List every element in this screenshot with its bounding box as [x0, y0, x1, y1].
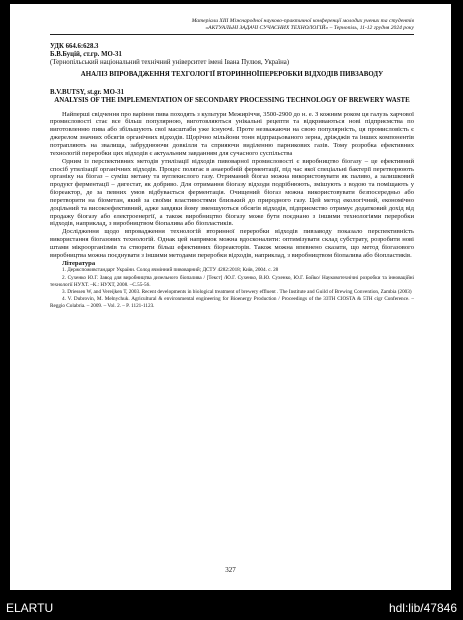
- conference-header: [50, 18, 414, 32]
- reference-4: 4. V. Dubrovin, M. Melnychuk. Agricultural & environmental engineering for Bioenergy Production / Proceedings of the 33TH CIOSTA & 5TH cigr Conference. – Reggio Colabria. – 2009. – Vol. 2. – P. 1121-1123.: [50, 296, 414, 310]
- header-divider: [50, 34, 414, 35]
- conference-header-line2: «АКТУАЛЬНІ ЗАДАЧІ СУЧАСНИХ ТЕХНОЛОГІЙ» – Тернопіль, 11-12 грудня 2024 року: [205, 25, 414, 31]
- reference-2: 2. Сухенко Ю.Г. Завод для виробництва дизельного біопалива / [Текст] /Ю.Г. Сухенко, В.Ю. Сухенко, Ю.Г. Бойко/ Науковотехнічні розробки та інноваційні технології НУХТ. –К.: НУХТ, 2008. –С.55-56.: [50, 274, 414, 288]
- affiliation: (Тернопільський національний технічний університет імені Івана Пулюя, Україна): [50, 59, 290, 66]
- handle-identifier: hdl:lib/47846: [388, 601, 457, 615]
- reference-1: 1. Держспоживстандарт України. Солод ячмінний пивоварний; ДСТУ 4282:2018; Київ, 2004. c. 28: [62, 267, 279, 274]
- page-number: 327: [225, 566, 236, 574]
- author-ua: Б.В.Буцій, ст.гр. МО-31: [50, 51, 122, 58]
- repository-label: ELARTU: [6, 601, 54, 615]
- title-ua: АНАЛІЗ ВПРОВАДЖЕННЯ ТЕХГОЛОГІЇ ВТОРИННОЇПЕРЕРОБКИ ВІДХОДІВ ПИВЗАВОДУ: [80, 71, 384, 78]
- author-en: B.V.BUTSY, st.gr. MO-31: [50, 89, 124, 97]
- title-en: ANALYSIS OF THE IMPLEMENTATION OF SECONDARY PROCESSING TECHNOLOGY OF BREWERY WASTE: [54, 97, 410, 105]
- paragraph-3: Дослідження щодо впровадження технологій вторинної переробки відходів пивзаводу показало перспективність використання біогазових технологій. Однак цей напрямок можна вдосконалити: оптимізувати склад субстрату, розробити нові штами мікроорганізмів та створити більш ефективних біореакторів. Також можна впевнено сказати, що метод біогазового виробництва можна поєднувати з іншими методами переробки відходів, наприклад, з виробництвом біопалива або біопластиків.: [50, 228, 414, 259]
- paragraph-2: Одним із перспективних методів утилізації відходів пивоварної промисловості є виробництво біогазу – це ефективний спосіб утилізації органічних відходів. Процес полягає в анаеробній ферментації, під час якої спеціальні бактерії перетворюють органіку на біогаз – суміш метану та вуглекислого газу. Отриманий біогаз можна використовувати як паливо, а залишковий продукт ферментації – дигестат, як добриво. Для отримання біогазу відходи подрібнюють, змішують з водою та поміщають у біореактор, де за певних умов відбувається ферментація. Очищений біогаз можна використовувати безпосередньо або перетворити на біометан, який за своїми властивостями близький до природного газу. Цей метод екологічний, економічно доцільний та високоефективний, адже завдяки йому зменшуються обсягів відходів, підприємство отримує додатковий дохід від продажу біогазу або електроенергії, а також виробництво біогазу може бути поєднано з іншими технологіями переробки відходів, наприклад, з виробництвом біопалива або біопластиків.: [50, 157, 414, 228]
- viewer-footer: [0, 598, 463, 620]
- udk-code: УДК 664.6:628.3: [50, 43, 99, 50]
- reference-3: 3. Driessen W, and Vereijken T, 2003. Recent developments in biological treatment of brewery effluent . The Institute and Guild of Brewing Convention, Zambia (2003): [62, 289, 412, 296]
- conference-header-line1: Матеріали ХІІІ Міжнародної науково-практичної конференції молодих учених та студентів: [191, 18, 414, 24]
- literature-heading: Література: [62, 259, 96, 267]
- paragraph-1: Найперші свідчення про варіння пива походять з культури Межиріччя, 3500-2900 до н. е. З кожним роком ця галузь харчової промисловості стає все більш популярною, виготовляються унікальні рецепти та відкриваються нові підприємства по виготовленню пива або збільшують свої масштаби уже існуючі. Проте незважаючи на свою популярність, ця промисловість є джерелом значних обсягів органічних відходів. Щорічно мільйони тонн відпрацьованого зерна, дріжджів та інших компонентів потрапляють на звалища, забруднюючи довкілля та сприяючи виділенню парникових газів. Тому розробка ефективних технологій переробки цих відходів є актуальним завданням для сучасного суспільства: [50, 110, 414, 157]
- document-page: [10, 4, 451, 590]
